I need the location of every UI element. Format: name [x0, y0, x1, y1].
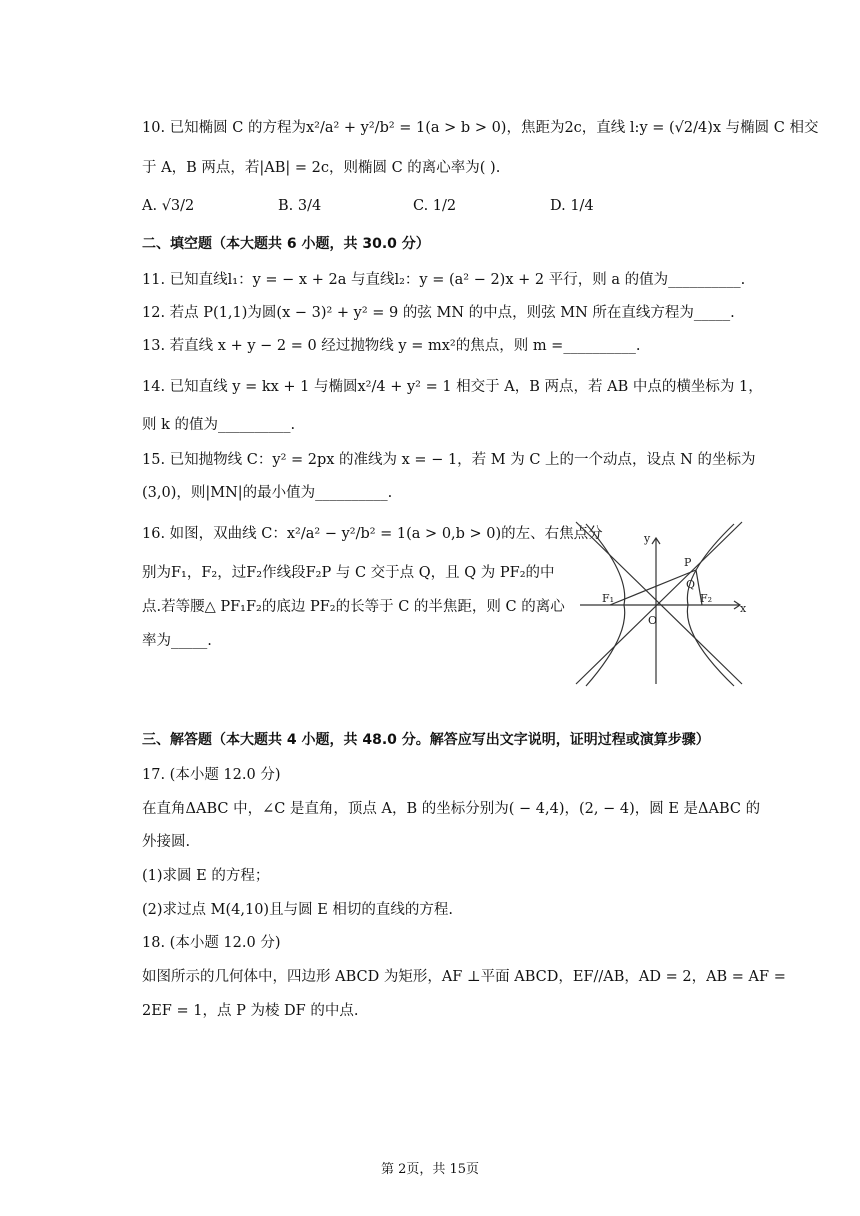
q17-header: 17. (本小题 12.0 分) [142, 767, 281, 783]
q18-line2: 2EF = 1，点 P 为棱 DF 的中点. [142, 1003, 359, 1019]
q17-line2: 外接圆. [142, 834, 191, 850]
q17-line1: 在直角ΔABC 中，∠C 是直角，顶点 A，B 的坐标分别为( − 4,4)，(2, − 4)，圆 E 是ΔABC 的 [142, 801, 761, 817]
q18-header: 18. (本小题 12.0 分) [142, 935, 281, 951]
label-f1: F₁ [602, 592, 615, 605]
q15-line2: (3,0)，则|MN|的最小值为__________. [142, 485, 393, 501]
q14-line1: 14. 已知直线 y = kx + 1 与椭圆x²/4 + y² = 1 相交于 A，B 两点，若 AB 中点的横坐标为 1， [142, 379, 763, 395]
label-x: x [740, 602, 747, 615]
q16-line4: 率为_____. [142, 633, 212, 649]
q10-option-d: D. 1/4 [550, 198, 594, 214]
q16-line3: 点.若等腰△ PF₁F₂的底边 PF₂的长等于 C 的半焦距，则 C 的离心 [142, 599, 565, 615]
section-3-title: 三、解答题（本大题共 4 小题，共 48.0 分。解答应写出文字说明，证明过程或演算步骤） [142, 732, 710, 748]
label-o: O [648, 614, 658, 627]
q16-line2: 别为F₁，F₂，过F₂作线段F₂P 与 C 交于点 Q，且 Q 为 PF₂的中 [142, 565, 555, 581]
q16-line1: 16. 如图，双曲线 C：x²/a² − y²/b² = 1(a > 0,b > 0)的左、右焦点分 [142, 526, 603, 542]
q10-line2: 于 A，B 两点，若|AB| = 2c，则椭圆 C 的离心率为( ). [142, 160, 501, 176]
q17-part2: (2)求过点 M(4,10)且与圆 E 相切的直线的方程. [142, 902, 454, 918]
q10-option-c: C. 1/2 [413, 198, 457, 214]
hyperbola-figure [572, 516, 748, 688]
q10-line1: 10. 已知椭圆 C 的方程为x²/a² + y²/b² = 1(a > b > 0)，焦距为2c，直线 l:y = (√2/4)x 与椭圆 C 相交 [142, 120, 819, 136]
q18-line1: 如图所示的几何体中，四边形 ABCD 为矩形，AF ⊥平面 ABCD，EF//AB，AD = 2，AB = AF = [142, 969, 786, 985]
label-q: Q [686, 578, 696, 591]
label-f2: F₂ [700, 592, 713, 605]
q11: 11. 已知直线l₁：y = − x + 2a 与直线l₂：y = (a² − 2)x + 2 平行，则 a 的值为__________. [142, 272, 746, 288]
label-p: P [684, 556, 692, 569]
page-footer: 第 2页，共 15页 [380, 1162, 480, 1177]
q13: 13. 若直线 x + y − 2 = 0 经过抛物线 y = mx²的焦点，则 m =__________. [142, 338, 641, 354]
q17-part1: (1)求圆 E 的方程； [142, 868, 270, 884]
segment-f1-p [610, 570, 696, 605]
q15-line1: 15. 已知抛物线 C：y² = 2px 的准线为 x = − 1，若 M 为 C 上的一个动点，设点 N 的坐标为 [142, 452, 756, 468]
label-y: y [644, 532, 651, 545]
section-2-title: 二、填空题（本大题共 6 小题，共 30.0 分） [142, 236, 430, 252]
q10-option-a: A. √3/2 [142, 198, 195, 214]
q14-line2: 则 k 的值为__________. [142, 417, 296, 433]
q10-option-b: B. 3/4 [278, 198, 322, 214]
q12: 12. 若点 P(1,1)为圆(x − 3)² + y² = 9 的弦 MN 的中点，则弦 MN 所在直线方程为_____. [142, 305, 735, 321]
